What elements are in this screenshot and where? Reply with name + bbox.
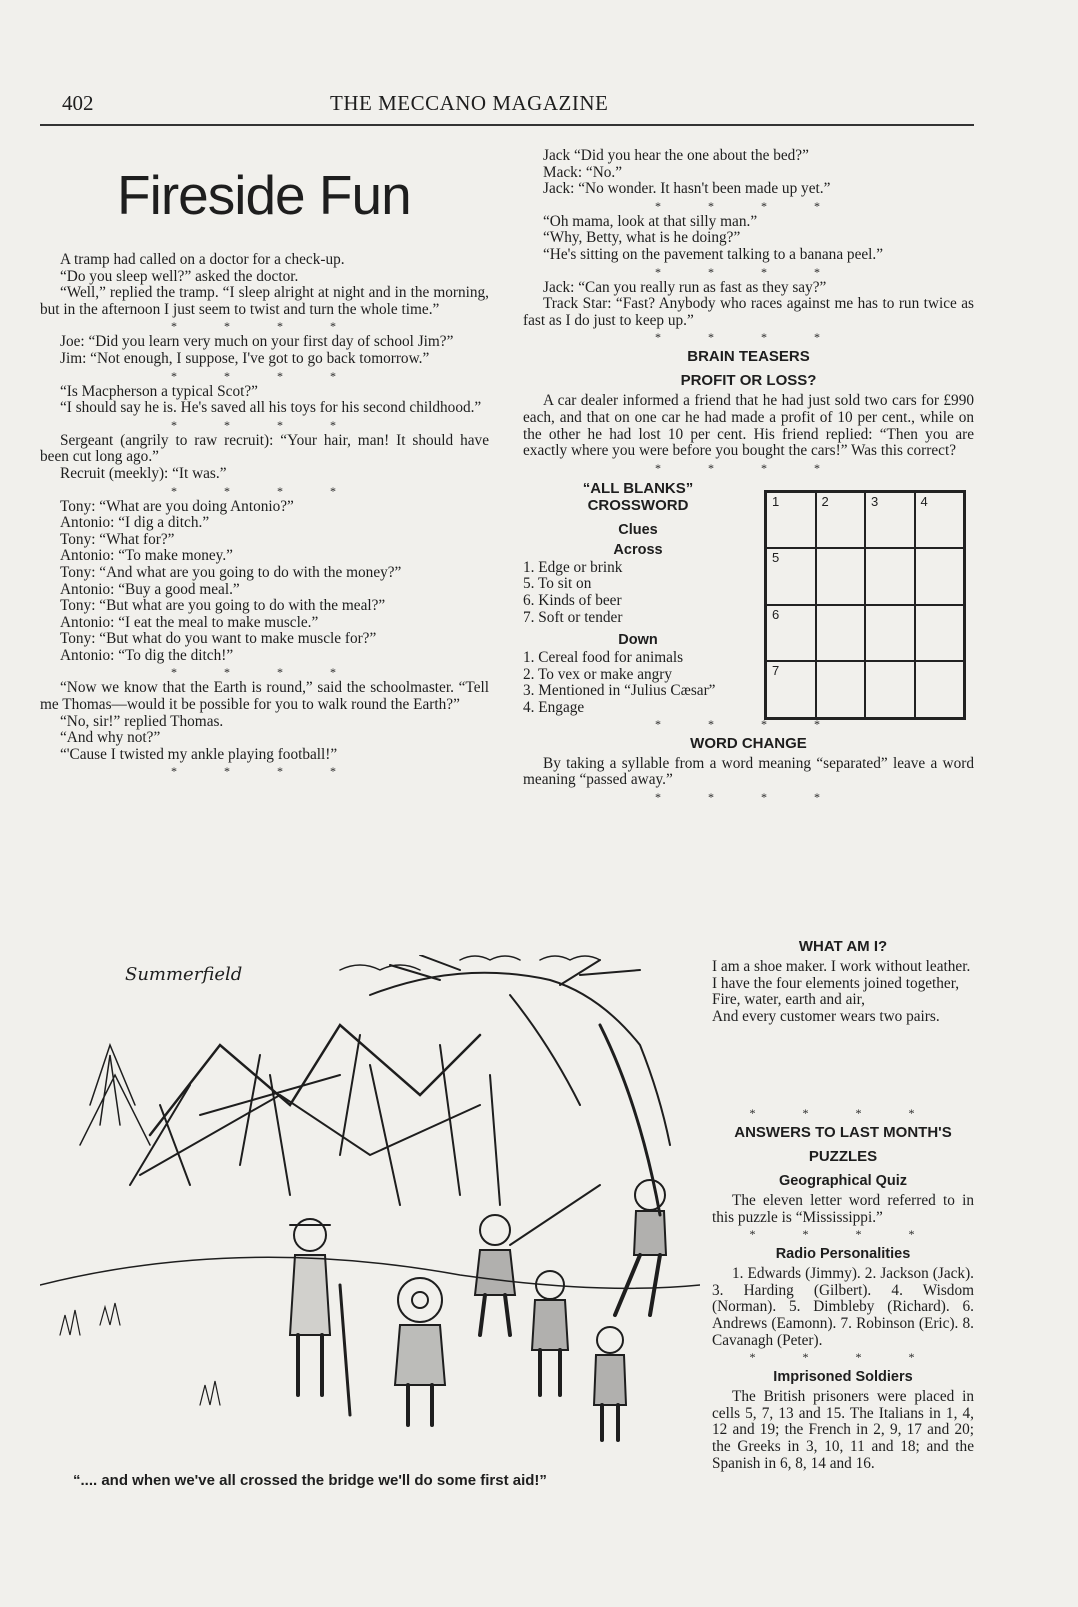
text-paragraph: “And why not?” xyxy=(60,729,161,747)
clue-item: 3. Mentioned in “Julius Cæsar” xyxy=(523,682,716,700)
text-paragraph: Track Star: “Fast? Anybody who races against me has to run twice as fast as I do just to keep up.” xyxy=(523,295,974,329)
section-heading: ANSWERS TO LAST MONTH'S PUZZLES xyxy=(734,1124,952,1165)
separator-stars: * * * * xyxy=(655,460,842,475)
text-paragraph: Sergeant (angrily to raw recruit): “Your hair, man! It should have been cut long ago.” xyxy=(40,431,489,466)
down-label: Down xyxy=(618,632,658,649)
text-paragraph: Joe: “Did you learn very much on your first day of school Jim?” xyxy=(60,333,454,351)
text-paragraph: A car dealer informed a friend that he had just sold two cars for £990 each, and that on one car he had made a profit of 10 per cent., while on the other he had lost 10 per cent. His friend replied: “Then you are exactly where you were before you bought the cars!” Was this correct? xyxy=(523,392,974,460)
tree-branch xyxy=(370,973,670,1145)
subsection-heading: Imprisoned Soldiers xyxy=(773,1369,913,1386)
page-title: Fireside Fun xyxy=(117,164,411,226)
separator-stars: * * * * xyxy=(171,764,358,779)
crossword-cell xyxy=(865,605,915,662)
crossword-cell xyxy=(915,548,965,605)
text-paragraph: A tramp had called on a doctor for a check-up. xyxy=(60,251,345,268)
separator-stars: * * * * xyxy=(655,716,842,731)
scout-figure xyxy=(395,1278,445,1425)
separator-stars: * * * * xyxy=(655,198,842,213)
clue-item: 7. Soft or tender xyxy=(523,608,623,626)
clues-label: Clues xyxy=(618,521,658,538)
text-paragraph: Antonio: “I eat the meal to make muscle.” xyxy=(60,613,319,631)
crossword-title-line2: CROSSWORD xyxy=(587,496,689,514)
clue-item: 2. To vex or make angry xyxy=(523,665,673,683)
separator-stars: * * * * xyxy=(171,368,358,383)
crossword-cell xyxy=(915,605,965,662)
separator-stars: * * * * xyxy=(749,1227,937,1242)
section-heading: BRAIN TEASERS xyxy=(687,348,810,366)
text-paragraph: 1. Edwards (Jimmy). 2. Jackson (Jack). 3. Harding (Gilbert). 4. Wisdom (Norman). 5. Dimbleby (Richard). 6. Andrews (Eamonn). 7. Robinson (Eric). 8. Cavanagh (Peter). xyxy=(712,1265,974,1349)
separator-stars: * * * * xyxy=(749,1106,937,1120)
crossword-cell xyxy=(816,605,866,662)
crossword-cell xyxy=(766,548,816,605)
text-paragraph: “Why, Betty, what is he doing?” xyxy=(543,229,741,247)
magazine-title: THE MECCANO MAGAZINE xyxy=(330,91,609,115)
text-paragraph: Antonio: “To dig the ditch!” xyxy=(60,646,234,664)
text-paragraph: “I should say he is. He's saved all his toys for his second childhood.” xyxy=(60,399,482,417)
clue-item: 1. Edge or brink xyxy=(523,558,623,576)
crossword-cell xyxy=(816,661,866,718)
text-paragraph: Jack: “No wonder. It hasn't been made up yet.” xyxy=(543,180,831,198)
crossword xyxy=(523,476,974,716)
across-label: Across xyxy=(613,541,663,558)
separator-stars: * * * * xyxy=(171,417,358,432)
scout-figure xyxy=(290,1219,350,1415)
text-paragraph: “Do you sleep well?” asked the doctor. xyxy=(60,267,299,285)
cell-number: 2 xyxy=(821,493,829,509)
cell-number: 4 xyxy=(920,493,928,509)
what-am-i-verse xyxy=(712,959,974,1025)
cell-number: 7 xyxy=(772,663,780,679)
section-heading: WORD CHANGE xyxy=(690,734,807,752)
right-column xyxy=(523,148,974,805)
clue-item: 1. Cereal food for animals xyxy=(523,649,684,667)
text-paragraph: Tony: “But what do you want to make muscle for?” xyxy=(60,630,377,648)
separator-stars: * * * * xyxy=(749,1350,937,1365)
crossword-cell xyxy=(766,492,816,549)
text-paragraph: “Now we know that the Earth is round,” said the schoolmaster. “Tell me Thomas—would it be possible for you to walk round the Earth?” xyxy=(40,679,489,714)
answers-section xyxy=(712,1105,974,1472)
text-paragraph: “Well,” replied the tramp. “I sleep alright at night and in the morning, but in the afternoon I just seem to twist and turn the whole time.” xyxy=(40,284,489,318)
crossword-cell xyxy=(865,661,915,718)
text-paragraph: Antonio: “I dig a ditch.” xyxy=(60,514,210,532)
text-paragraph: Tony: “But what are you going to do with the meal?” xyxy=(60,597,386,615)
separator-stars: * * * * xyxy=(655,330,842,345)
crossword-cell xyxy=(766,605,816,662)
left-column xyxy=(40,252,489,779)
scout-figure xyxy=(594,1327,626,1440)
text-paragraph: Antonio: “To make money.” xyxy=(60,547,233,565)
verse-line: Fire, water, earth and air, xyxy=(712,991,865,1009)
text-paragraph: Jack: “Can you really run as fast as they say?” xyxy=(543,278,827,296)
crossword-cell xyxy=(915,492,965,549)
crossword-cell xyxy=(865,492,915,549)
text-paragraph: Jim: “Not enough, I suppose, I've got to go back tomorrow.” xyxy=(60,349,430,367)
text-paragraph: Recruit (meekly): “It was.” xyxy=(60,464,227,482)
clue-item: 6. Kinds of beer xyxy=(523,591,622,609)
verse-line: I am a shoe maker. I work without leather. xyxy=(712,958,971,975)
text-paragraph: “No, sir!” replied Thomas. xyxy=(60,712,224,730)
separator-stars: * * * * xyxy=(171,665,358,680)
text-paragraph: “Oh mama, look at that silly man.” xyxy=(543,212,758,230)
clue-item: 5. To sit on xyxy=(523,575,592,593)
text-paragraph: Jack “Did you hear the one about the bed?” xyxy=(543,147,809,164)
cell-number: 6 xyxy=(772,606,780,622)
crossword-cell xyxy=(816,492,866,549)
cell-number: 5 xyxy=(772,550,780,566)
cartoon-caption: “.... and when we've all crossed the bridge we'll do some first aid!” xyxy=(73,1472,547,1489)
header-rule xyxy=(40,124,974,126)
verse-line: I have the four elements joined together, xyxy=(712,974,960,992)
crossword-cell xyxy=(766,661,816,718)
text-paragraph: Tony: “What for?” xyxy=(60,530,175,548)
crossword-grid xyxy=(764,490,966,720)
text-paragraph: The eleven letter word referred to in this puzzle is “Mississippi.” xyxy=(712,1192,974,1226)
separator-stars: * * * * xyxy=(655,789,842,804)
verse-line: And every customer wears two pairs. xyxy=(712,1007,940,1025)
crossword-clues xyxy=(523,476,753,717)
page-number: 402 xyxy=(62,91,94,115)
text-paragraph: “'Cause I twisted my ankle playing football!” xyxy=(60,745,338,763)
crossword-cell xyxy=(816,548,866,605)
separator-stars: * * * * xyxy=(171,483,358,498)
right-column-top xyxy=(523,148,974,476)
cell-number: 3 xyxy=(871,493,879,509)
right-column-mid xyxy=(523,716,974,805)
text-paragraph: Mack: “No.” xyxy=(543,163,623,181)
what-am-i-heading: WHAT AM I? xyxy=(798,938,888,955)
scout-figure xyxy=(532,1271,568,1395)
separator-stars: * * * * xyxy=(655,264,842,279)
crossword-cell xyxy=(865,548,915,605)
text-paragraph: The British prisoners were placed in cells 5, 7, 13 and 15. The Italians in 1, 4, 12 and 19; the French in 2, 9, 17 and 20; the Greeks in 3, 10, 11 and 18; and the Spanish in 6, 8, 14 and 16. xyxy=(712,1388,974,1472)
cartoon-illustration xyxy=(40,955,700,1475)
clue-item: 4. Engage xyxy=(523,698,585,716)
text-paragraph: By taking a syllable from a word meaning “separated” leave a word meaning “passed away.” xyxy=(523,754,974,789)
section-heading: PROFIT OR LOSS? xyxy=(680,372,817,390)
text-paragraph: Antonio: “Buy a good meal.” xyxy=(60,580,240,598)
separator-stars: * * * * xyxy=(171,319,358,334)
text-paragraph: Tony: “What are you doing Antonio?” xyxy=(60,497,294,515)
text-paragraph: Tony: “And what are you going to do with the money?” xyxy=(60,563,402,581)
cartoon-signature: Summerfield xyxy=(125,964,243,985)
text-paragraph: “Is Macpherson a typical Scot?” xyxy=(60,382,258,400)
crossword-cell xyxy=(915,661,965,718)
cell-number: 1 xyxy=(772,493,780,509)
subsection-heading: Radio Personalities xyxy=(775,1246,911,1263)
across-clues xyxy=(523,560,753,626)
crossword-title: “ALL BLANKS” xyxy=(582,479,694,497)
text-paragraph: “He's sitting on the pavement talking to a banana peel.” xyxy=(543,245,884,263)
what-am-i xyxy=(712,935,974,1025)
subsection-heading: Geographical Quiz xyxy=(778,1173,908,1189)
